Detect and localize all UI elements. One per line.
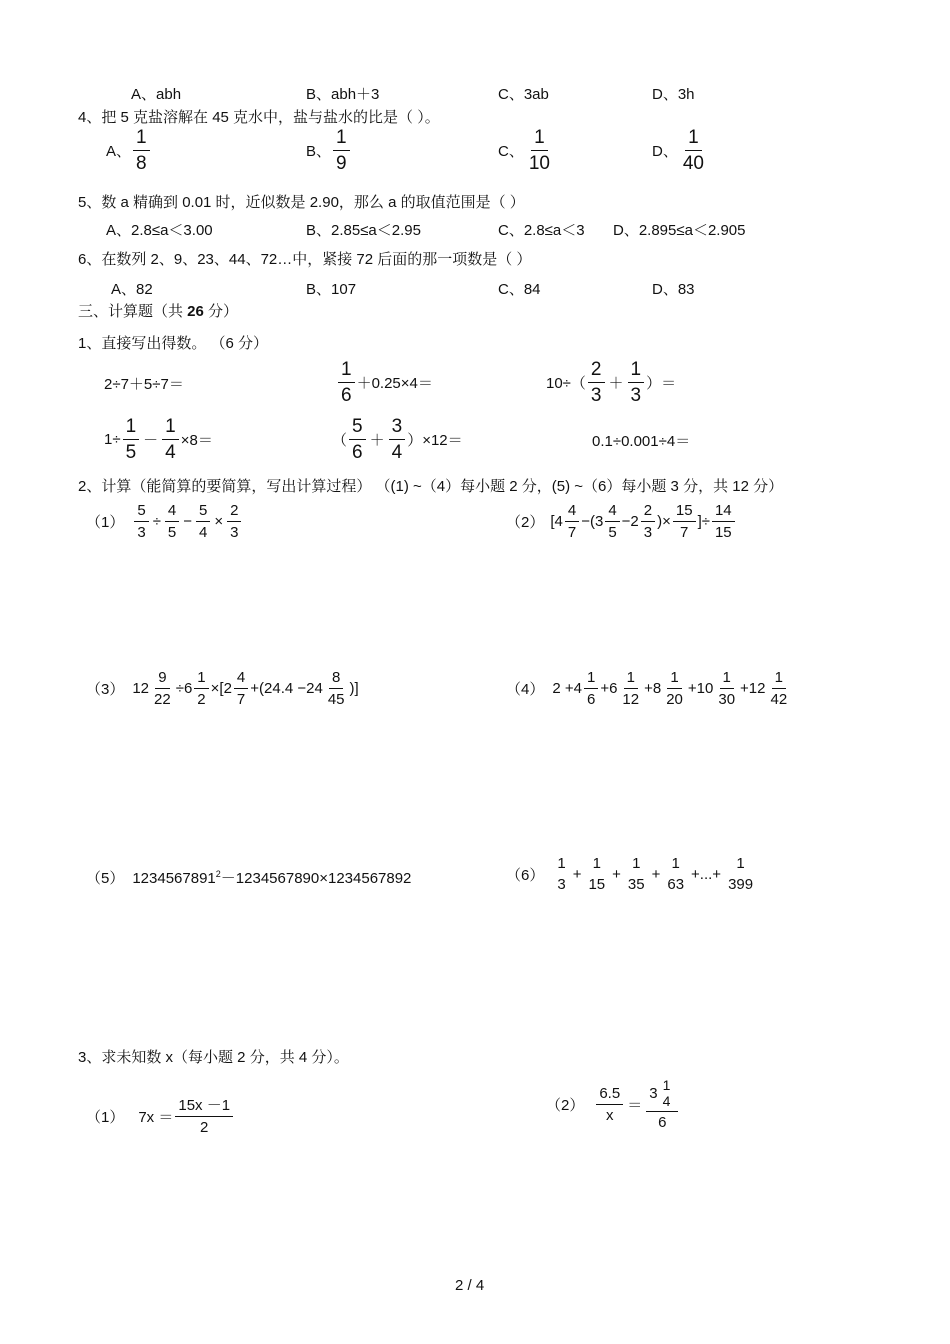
denominator: 4 — [199, 524, 208, 541]
option-label: D、 — [652, 143, 678, 160]
numerator: 1 — [632, 855, 641, 872]
numerator: 9 — [155, 670, 169, 689]
q3-option-c: C、3ab — [498, 86, 549, 103]
part2-problem-1 — [86, 503, 243, 540]
fraction — [554, 856, 568, 892]
part3-problem-2 — [546, 1078, 680, 1130]
numerator: 1 — [772, 670, 786, 689]
numerator: 1 — [338, 360, 355, 383]
numerator: 4 — [565, 503, 579, 522]
numerator: 1 — [720, 670, 734, 689]
fraction — [162, 417, 179, 462]
divide-sign: ÷ — [152, 513, 161, 530]
denominator: 45 — [327, 691, 345, 708]
section-title-prefix: 三、计算题（共 — [78, 303, 188, 320]
q4-option-d — [652, 128, 709, 173]
expr-text: −2 — [621, 513, 639, 530]
expr-text: )] — [349, 680, 359, 697]
denominator: 3 — [230, 524, 239, 541]
fraction — [664, 856, 687, 892]
numerator: 1 — [162, 417, 179, 440]
denominator: 3 — [630, 385, 642, 406]
numerator: 15x －1 — [175, 1098, 233, 1117]
part2-problem-4 — [506, 670, 792, 707]
numerator: 3 — [389, 417, 406, 440]
fraction — [333, 128, 350, 173]
q3-option-d: D、3h — [652, 86, 695, 103]
plus-sign: ＋ — [369, 432, 385, 449]
expr-text: +6 — [600, 680, 618, 697]
expr-text: 7x ＝ — [138, 1109, 174, 1126]
part2-title: 2、计算（能简算的要简算，写出计算过程） （(1) ~（4）每小题 2 分，(5) ~（6）每小题 3 分，共 12 分） — [78, 478, 784, 495]
denominator: 2 — [197, 691, 206, 708]
fraction — [768, 670, 791, 707]
problem-label: （1） — [86, 514, 125, 531]
denominator: 20 — [666, 691, 683, 708]
q5-option-b: B、2.85≤a＜2.95 — [306, 222, 421, 239]
minus-sign: − — [183, 513, 193, 530]
fraction — [641, 503, 655, 540]
denominator: 3 — [137, 524, 146, 541]
numerator: 1 — [194, 670, 208, 689]
denominator: 35 — [627, 876, 645, 893]
part2-problem-2 — [506, 503, 737, 540]
numerator: 1 — [133, 128, 150, 151]
numerator: 4 — [165, 503, 179, 522]
part1-title: 1、直接写出得数。 （6 分） — [78, 335, 269, 352]
denominator: 2 — [200, 1119, 209, 1136]
denominator: 8 — [136, 153, 147, 174]
denominator: x — [606, 1106, 614, 1124]
fraction — [712, 503, 735, 540]
fraction — [725, 856, 756, 892]
part1-expr-3 — [546, 360, 676, 405]
fraction — [565, 503, 579, 540]
denominator: 7 — [236, 691, 246, 708]
ellipsis: +...+ — [691, 865, 722, 883]
part2-problem-3 — [86, 670, 359, 707]
problem-label: （6） — [506, 866, 545, 884]
q5-option-a: A、2.8≤a＜3.00 — [106, 222, 213, 239]
section-points: 26 — [187, 303, 204, 320]
plus-sign: ＋ — [608, 375, 624, 392]
fraction — [325, 670, 348, 707]
denominator: 4 — [391, 442, 403, 463]
numerator: 1 — [123, 417, 140, 440]
minus-sign: － — [143, 432, 159, 449]
fraction — [123, 417, 140, 462]
expr-text: （ — [332, 432, 348, 449]
plus-sign: + — [572, 865, 582, 883]
numerator: 6.5 — [596, 1086, 623, 1105]
numerator: 2 — [641, 503, 655, 522]
fraction — [584, 670, 598, 707]
numerator: 1 — [624, 670, 638, 689]
denominator: 15 — [588, 876, 606, 893]
denominator: 6 — [658, 1114, 667, 1131]
numerator: 5 — [349, 417, 366, 440]
denominator: 399 — [728, 876, 754, 893]
part3-problem-1 — [86, 1098, 235, 1135]
denominator: 22 — [154, 691, 171, 708]
fraction — [628, 360, 645, 405]
expr-text: 2 +4 — [552, 680, 582, 697]
numerator: 1 — [333, 128, 350, 151]
section-3-title — [78, 300, 238, 321]
part2-problem-5 — [86, 867, 411, 888]
option-label: A、 — [106, 143, 132, 160]
fraction — [196, 503, 210, 540]
plus-sign: + — [651, 865, 661, 883]
q6-stem: 6、在数列 2、9、23、44、72…中，紧接 72 后面的那一项数是（ ） — [78, 251, 532, 268]
fraction — [585, 856, 608, 892]
part1-expr-6: 0.1÷0.001÷4＝ — [592, 433, 691, 450]
part2-problem-6 — [506, 856, 758, 892]
q6-option-a: A、82 — [111, 281, 153, 298]
option-label: B、 — [306, 143, 332, 160]
equals-sign: ＝ — [627, 1096, 643, 1114]
denominator: 63 — [667, 876, 685, 893]
denominator: 3 — [557, 876, 566, 893]
expr-text: +12 — [740, 680, 766, 697]
expr-text: +8 — [644, 680, 662, 697]
q5-option-c: C、2.8≤a＜3 — [498, 222, 585, 239]
fraction — [625, 856, 648, 892]
denominator: 7 — [680, 524, 689, 541]
numerator: 15 — [673, 503, 696, 522]
q3-option-a: A、abh — [131, 86, 182, 103]
option-label: C、 — [498, 143, 524, 160]
fraction — [680, 128, 707, 173]
denominator: 12 — [622, 691, 640, 708]
fraction — [338, 360, 355, 405]
denominator: 4 — [662, 1093, 671, 1109]
denominator: 6 — [341, 385, 352, 406]
expr-text: )× — [657, 513, 671, 530]
numerator: 1 — [557, 855, 566, 872]
numerator: 2 — [227, 503, 241, 522]
numerator: 1 — [628, 360, 645, 383]
fraction — [175, 1098, 233, 1135]
fraction — [673, 503, 696, 540]
denominator: 4 — [165, 442, 176, 463]
fraction — [349, 417, 366, 462]
fraction — [134, 503, 148, 540]
expr-text: ]÷ — [697, 513, 710, 530]
numerator: 1 — [671, 855, 680, 872]
fraction — [194, 670, 208, 707]
expr-text: 10÷（ — [546, 375, 586, 392]
fraction — [151, 670, 174, 707]
denominator: 6 — [352, 442, 363, 463]
fraction — [165, 503, 179, 540]
part3-title: 3、求未知数 x（每小题 2 分，共 4 分）。 — [78, 1049, 349, 1066]
denominator: 5 — [608, 524, 617, 541]
complex-fraction — [646, 1078, 678, 1130]
problem-label: （2） — [546, 1096, 585, 1114]
q4-option-c — [498, 128, 555, 173]
expr-text: ÷6 — [175, 680, 193, 697]
fraction — [526, 128, 553, 173]
numerator: 1 — [667, 670, 681, 689]
fraction — [389, 417, 406, 462]
numerator: 4 — [234, 670, 248, 689]
denominator: 3 — [590, 385, 602, 406]
numerator: 1 — [685, 128, 702, 151]
expr-text: ＋0.25×4＝ — [356, 375, 433, 392]
denominator: 5 — [167, 524, 177, 541]
q6-option-b: B、107 — [306, 281, 357, 298]
numerator: 5 — [134, 503, 148, 522]
fraction — [715, 670, 738, 707]
numerator: 1 — [531, 128, 548, 151]
denominator: 5 — [125, 442, 137, 463]
denominator: 10 — [528, 153, 550, 174]
fraction — [234, 670, 248, 707]
numerator: 8 — [329, 670, 343, 689]
denominator: 3 — [643, 524, 653, 541]
denominator: 42 — [770, 691, 788, 708]
expr-text: +(24.4 −24 — [250, 680, 323, 697]
fraction — [660, 1078, 674, 1108]
fraction — [227, 503, 241, 540]
q4-option-b — [306, 128, 352, 173]
numerator: 1 — [592, 855, 601, 872]
fraction — [588, 360, 605, 405]
q6-option-d: D、83 — [652, 281, 695, 298]
fraction — [619, 670, 642, 707]
q6-option-c: C、84 — [498, 281, 541, 298]
denominator: 40 — [682, 153, 704, 174]
fraction — [605, 503, 619, 540]
q5-stem: 5、数 a 精确到 0.01 时，近似数是 2.90，那么 a 的取值范围是（ ） — [78, 194, 525, 211]
part1-expr-4 — [104, 417, 213, 462]
expr-text: ×[2 — [210, 680, 232, 697]
expr-text: +10 — [687, 680, 714, 697]
numerator: 4 — [605, 503, 619, 522]
part1-expr-2 — [336, 360, 433, 405]
q5-option-d: D、2.895≤a＜2.905 — [613, 222, 746, 239]
numerator: 5 — [196, 503, 210, 522]
numerator — [646, 1078, 678, 1112]
problem-label: （2） — [506, 514, 545, 531]
denominator: 30 — [718, 691, 736, 708]
fraction — [133, 128, 150, 173]
problem-label: （3） — [86, 681, 125, 698]
expr-text: －1234567890×1234567892 — [220, 870, 412, 887]
expr-text: ）×12＝ — [407, 432, 463, 449]
part1-expr-5 — [332, 417, 463, 462]
expr-text: 1÷ — [104, 431, 121, 448]
expr-text: ）＝ — [646, 375, 677, 392]
part1-expr-1: 2÷7＋5÷7＝ — [104, 376, 184, 393]
q3-option-b: B、abh＋3 — [306, 86, 380, 103]
times-sign: × — [214, 513, 224, 530]
expr-text: 1234567891 — [132, 870, 216, 887]
q4-option-a — [106, 128, 152, 173]
section-title-suffix: 分） — [203, 303, 239, 320]
denominator: 15 — [714, 524, 732, 541]
problem-label: （1） — [86, 1109, 125, 1126]
denominator: 9 — [336, 153, 347, 174]
numerator: 2 — [588, 360, 605, 383]
problem-label: （4） — [506, 681, 545, 698]
fraction — [596, 1086, 623, 1123]
expr-text: ×8＝ — [180, 432, 213, 449]
q4-stem: 4、把 5 克盐溶解在 45 克水中，盐与盐水的比是（ ）。 — [78, 109, 440, 126]
expr-text: [4 — [550, 513, 563, 530]
numerator: 14 — [712, 503, 735, 522]
denominator: 7 — [567, 524, 577, 541]
expr-text: 12 — [132, 680, 150, 697]
numerator: 1 — [584, 670, 598, 689]
plus-sign: + — [612, 865, 621, 883]
denominator: 6 — [586, 691, 596, 708]
fraction — [663, 670, 686, 707]
exponent: 2 — [215, 869, 221, 879]
expr-text: −(3 — [581, 513, 604, 530]
numerator: 1 — [736, 855, 745, 872]
numerator: 1 — [662, 1077, 671, 1093]
page-number: 2 / 4 — [455, 1277, 485, 1294]
problem-label: （5） — [86, 870, 125, 887]
whole-number: 3 — [649, 1084, 658, 1102]
